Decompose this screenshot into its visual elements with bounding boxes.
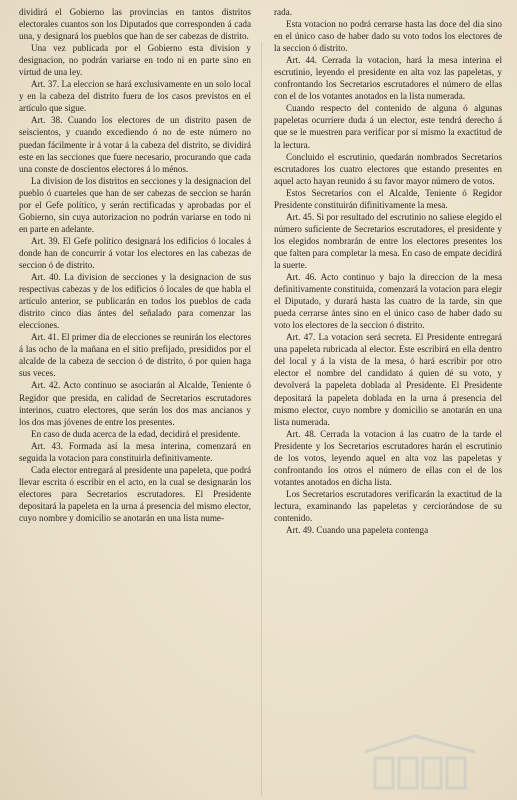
paragraph: Los Secretarios escrutadores verificarán la exactitud de la lectura, examinando las papeletas y cerciorándose de su contenido.	[274, 488, 502, 523]
article-38: Art. 38. Cuando los electores de un distrito pasen de seiscientos, y cuando excediendo ó no de este número no puedan fácilmente ir á votar á la cabeza del distrito, se dividirá este en las secciones que fuere necesario, procurando que cada una conste de doscientos electores á lo ménos.	[19, 115, 251, 174]
article-37: Art. 37. La eleccion se hará exclusivamente en un solo local y en la cabeza del distrito fuera de los casos previstos en el artículo que sigue.	[19, 79, 251, 114]
article-42: Art. 42. Acto continuo se asociarán al Alcalde, Teniente ó Regidor que presida, en calidad de Secretarios escrutadores interinos, cuatro electores, que serán los dos mas ancianos y los dos mas jóvenes de entre los presentes.	[19, 380, 251, 427]
article-49: Art. 49. Cuando una papeleta contenga	[286, 525, 429, 536]
paragraph: Una vez publicada por el Gobierno esta division y designacion, no podrán variarse en todo ni en parte sino en virtud de una ley.	[19, 43, 251, 78]
library-watermark-icon	[335, 730, 485, 800]
paragraph: Cuando respecto del contenido de alguna ó algunas papeletas ocurriere duda á un elector, este tendrá derecho á que se le muestren para verificar por sí mismo la exactitud de la lectura.	[274, 103, 502, 150]
article-39: Art. 39. El Gefe político designará los edificios ó locales á donde han de concurrir á votar los electores en las cabezas de seccion ó de distrito.	[19, 235, 251, 270]
article-43: Art. 43. Formada así la mesa interina, comenzará en seguida la votacion para constituirla definitivamente.	[19, 440, 251, 463]
paragraph: rada.	[274, 7, 292, 17]
article-47: Art. 47. La votacion será secreta. El Presidente entregará una papeleta rubricada al elector. Este escribirá en ella dentro del local y á la vista de la mesa, ó hará escribir por otro elector el nombre del candidato á quien dé su voto, y devolverá la papeleta doblada al Presidente. El Presidente depositará la papeleta doblada en la urna á presencia del mismo elector, cuyo nombre y domicilio se anotarán en una lista numerada.	[274, 332, 502, 427]
article-41: Art. 41. El primer dia de elecciones se reunirán los electores á las ocho de la mañana en el sitio prefijado, presididos por el alcalde de la cabeza de seccion ó de distrito, ó por quien haga sus veces.	[19, 332, 251, 379]
paragraph: Concluido el escrutinio, quedarán nombrados Secretarios escrutadores los cuatro electores que estando presentes en aquel acto hayan reunido á su favor mayor número de votos.	[274, 151, 502, 186]
paragraph: dividirá el Gobierno las provincias en tantos distritos electorales cuantos son los Diputados que corresponden á cada una, y designará los pueblos que han de ser cabezas de distrito.	[19, 7, 251, 42]
article-40: Art. 40. La division de secciones y la designacion de sus respectivas cabezas y de los edificios ó locales de que habla el artículo anterior, se publicarán en todos los pueblos de cada distrito cinco dias ántes del señalado para comenzar las elecciones.	[19, 272, 251, 331]
article-44: Art. 44. Cerrada la votacion, hará la mesa interina el escrutinio, leyendo el presidente en alta voz las papeletas, y confrontando los Secretarios escrutadores el número de ellas con el de los votantes anotados en la lista numerada.	[274, 55, 502, 102]
left-text-column	[19, 6, 251, 524]
paragraph: Esta votacion no podrá cerrarse hasta las doce del dia sino en el único caso de haber dado su voto todos los electores de la seccion ó distrito.	[274, 19, 502, 54]
article-46: Art. 46. Acto continuo y bajo la direccion de la mesa definitivamente constituida, comenzará la votacion para elegir el Diputado, y durará hasta las cuatro de la tarde, sin que pueda cerrarse ántes sino en el único caso de haber dado su voto los electores de la seccion ó distrito.	[274, 272, 502, 331]
column-divider	[261, 42, 262, 796]
paragraph: En caso de duda acerca de la edad, decidirá el presidente.	[31, 428, 241, 439]
paragraph: La division de los distritos en secciones y la designacion del pueblo ó cuarteles que han de ser cabezas de seccion se harán por el Gefe político, y serán rectificadas y aprobadas por el Gobierno, sin cuya autorizacion no podrán variarse en todo ni en parte en adelante.	[19, 175, 251, 234]
paragraph: Estos Secretarios con el Alcalde, Teniente ó Regidor Presidente constituirán difinitivamente la mesa.	[274, 187, 502, 210]
article-48: Art. 48. Cerrada la votacion á las cuatro de la tarde el Presidente y los Secretarios escrutadores harán el escrutinio de los votos, leyendo aquel en alta voz las papeletas y confrontando los otros el número de ellas con el de los votantes anotados en dicha lista.	[274, 428, 502, 487]
article-45: Art. 45. Si por resultado del escrutinio no saliese elegido el número suficiente de Secretarios escrutadores, el presidente y los elegidos nombrarán de entre los electores presentes los que falten para completar la mesa. En caso de empate decidirá la suerte.	[274, 211, 502, 270]
right-text-column	[274, 6, 502, 536]
paragraph: Cada elector entregará al presidente una papeleta, que podrá llevar escrita ó escribir en el acto, en la cual se designarán los electores para Secretarios escrutadores. El Presidente depositará la papeleta en la urna á presencia del mismo elector, cuyo nombre y domicilio se anotarán en una lista nume-	[19, 464, 251, 523]
